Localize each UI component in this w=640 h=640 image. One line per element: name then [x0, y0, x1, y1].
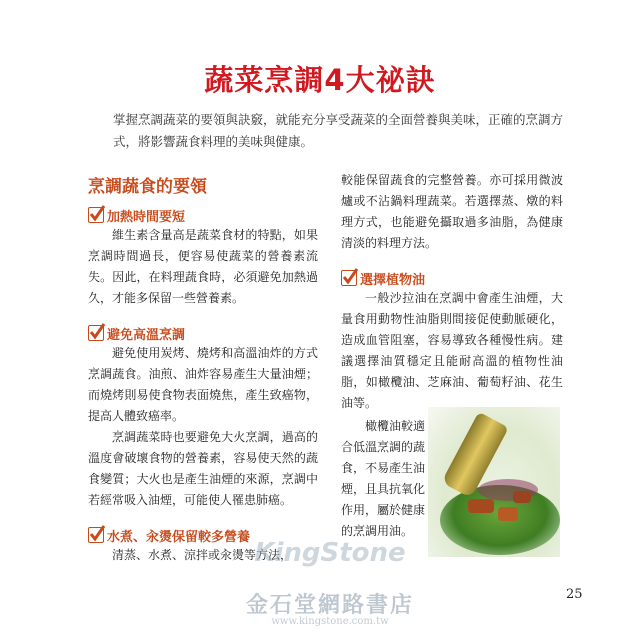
checkmark-icon [341, 270, 357, 286]
watermark-store: 金石堂網路書店 [245, 592, 414, 618]
tofu-piece [468, 499, 494, 513]
watermark-url: www.kingstone.com.tw [271, 616, 389, 627]
paragraph-plant-oil: 一般沙拉油在烹調中會產生油煙，大量食用動物性油脂則間接促使動脈硬化，造成血管阻塞，容易導致各種慢性病。建議選擇油質穩定且能耐高溫的植物性油脂，如橄欖油、芝麻油、葡萄籽油、花生油等。 [341, 291, 563, 410]
paragraph-high-temp-2: 烹調蔬菜時也要避免大火烹調，過高的溫度會破壞食物的營養素，容易使天然的蔬食變質；大火也是產生油煙的來源，烹調中若經常吸入油煙，可能使人罹患肺癌。 [88, 430, 318, 507]
olive-line: 的烹調用油。 [341, 524, 414, 538]
page-title: 蔬菜烹調4大祕訣 [204, 63, 436, 97]
olive-line: 橄欖油較適 [365, 419, 426, 433]
paragraph-boiling-continued: 較能保留蔬食的完整營養。亦可採用微波爐或不沾鍋料理蔬菜。若選擇蒸、燉的料理方式，也能避免攝取過多油脂，為健康清淡的料理方法。 [341, 173, 563, 250]
olive-line: 煙，且具抗氧化 [341, 482, 426, 496]
paragraph-olive-oil [341, 416, 433, 542]
subheading-high-temp [88, 323, 318, 343]
olive-line: 作用，屬於健康 [341, 503, 426, 517]
tofu-piece [513, 491, 531, 503]
paragraph-heating-time: 維生素含量高是蔬菜食材的特點，如果烹調時間過長，便容易使蔬菜的營養素流失。因此，在料理蔬食時，必須避免加熱過久，才能多保留一些營養素。 [88, 228, 318, 305]
watermark-brand: KingStone [254, 538, 406, 568]
intro-paragraph: 掌握烹調蔬菜的要領與訣竅，就能充分享受蔬菜的全面營養與美味，正確的烹調方式，將影響蔬食料理的美味與健康。 [113, 112, 564, 149]
subheading-label: 選擇植物油 [360, 272, 426, 288]
subheading-label: 加熱時間要短 [107, 209, 186, 225]
subheading-label: 水煮、汆燙保留較多營養 [107, 529, 251, 545]
checkmark-icon [88, 527, 104, 543]
subheading-plant-oil [341, 268, 563, 288]
tofu-piece [498, 507, 518, 521]
paragraph-high-temp-1: 避免使用炭烤、燒烤和高溫油炸的方式烹調蔬食。油煎、油炸容易產生大量油煙；而燒烤則易使食物表面燒焦，產生致癌物，提高人體致癌率。 [88, 346, 318, 423]
page-number: 25 [566, 587, 583, 602]
left-column [88, 172, 318, 566]
subheading-label: 避免高溫烹調 [107, 327, 186, 343]
section-title: 烹調蔬食的要領 [88, 177, 207, 197]
subheading-heating-time [88, 205, 318, 225]
checkmark-icon [88, 207, 104, 223]
olive-line: 食，不易產生油 [341, 461, 426, 475]
olive-line: 合低溫烹調的蔬 [341, 440, 426, 454]
salad-photo [428, 407, 560, 557]
paragraph-boiling: 清蒸、水煮、涼拌或汆燙等方法， [112, 548, 293, 562]
checkmark-icon [88, 325, 104, 341]
